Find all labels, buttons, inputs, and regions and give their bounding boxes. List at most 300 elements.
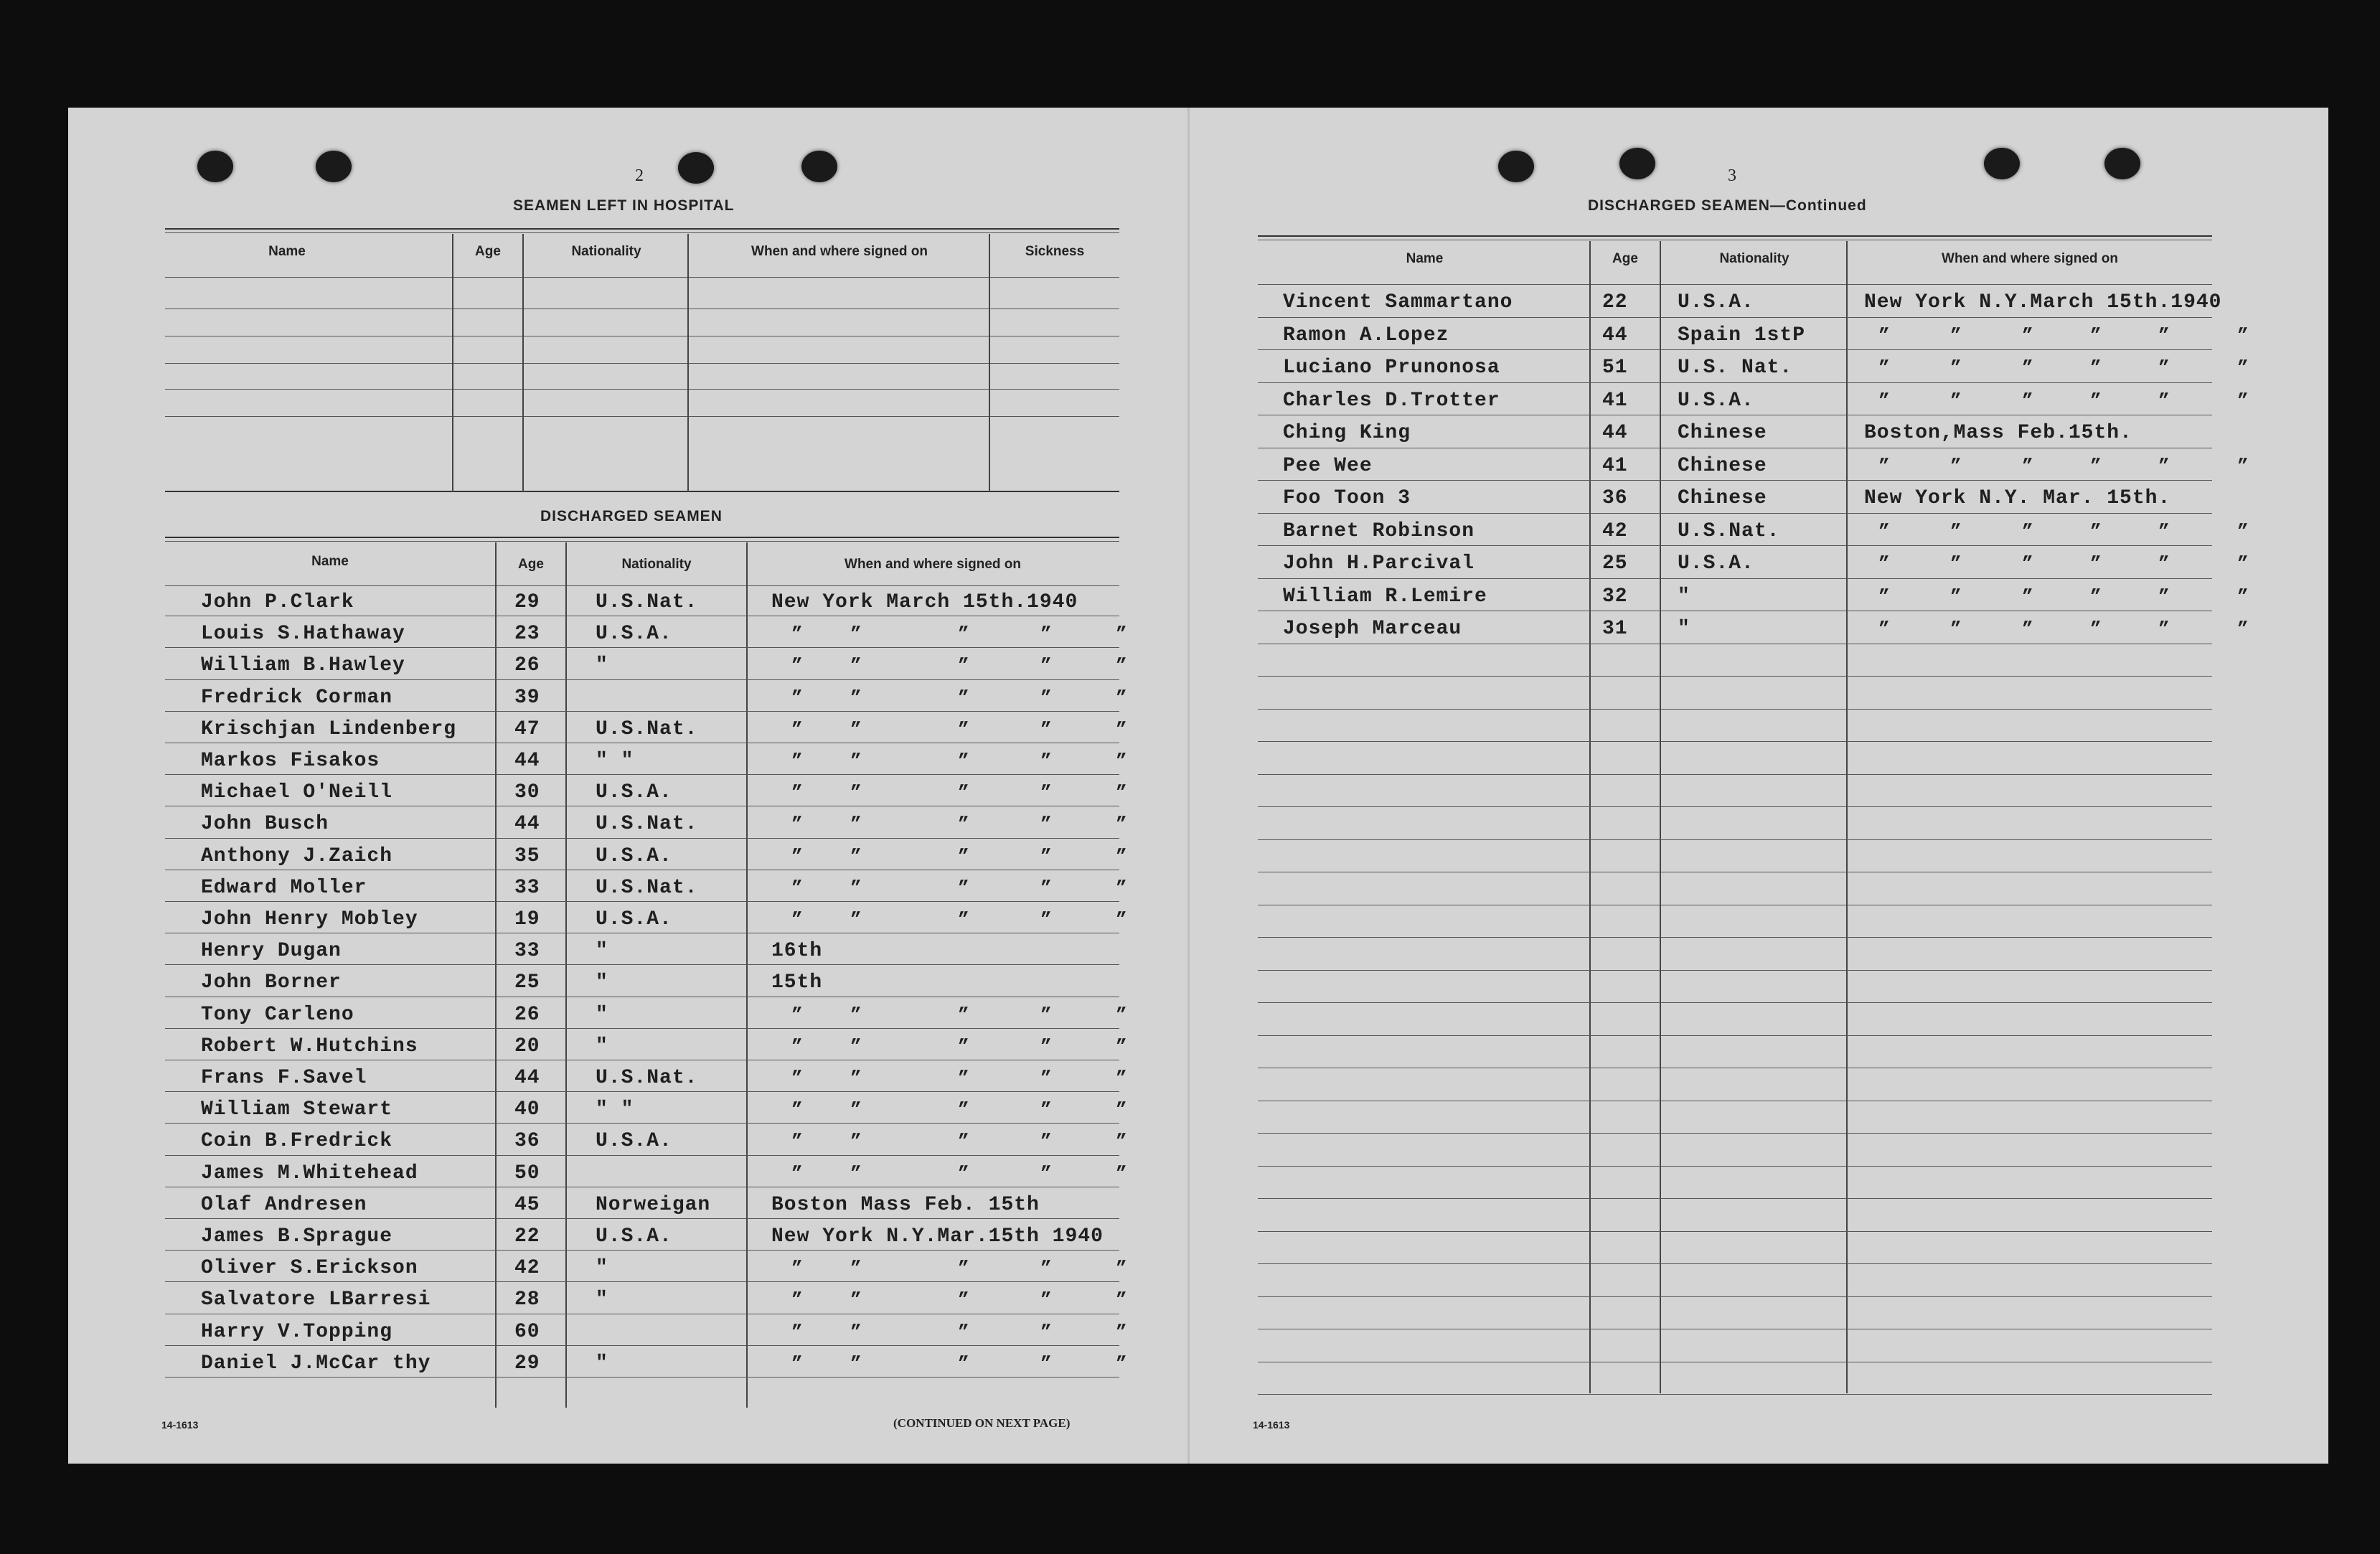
seaman-nationality: U.S.A.	[1678, 552, 1754, 575]
table-row	[68, 1063, 1187, 1094]
seaman-signed-on: New York March 15th.1940	[771, 591, 1078, 613]
ditto-mark: ”	[850, 687, 862, 709]
ditto-mark: ”	[958, 687, 969, 709]
ditto-mark: ”	[2090, 520, 2102, 542]
seaman-name: Henry Dugan	[201, 940, 342, 963]
seaman-name: Daniel J.McCar thy	[201, 1352, 431, 1375]
seaman-nationality: "	[596, 1289, 608, 1312]
ditto-mark: ”	[2158, 390, 2170, 412]
ditto-mark: ”	[2237, 520, 2249, 542]
row-rule	[165, 711, 1119, 712]
ditto-mark: ”	[958, 1352, 969, 1375]
row-rule	[165, 1250, 1119, 1251]
seaman-name: John H.Parcival	[1283, 552, 1475, 575]
row-rule	[1258, 513, 2212, 514]
table-row	[68, 745, 1187, 777]
ditto-mark: ”	[1950, 585, 1962, 608]
table-row	[68, 1094, 1187, 1126]
seaman-age: 25	[514, 971, 540, 994]
ditto-mark: ”	[1116, 877, 1127, 899]
seaman-nationality: " "	[596, 750, 634, 772]
ditto-mark: ”	[1116, 1321, 1127, 1343]
ditto-mark: ”	[2237, 357, 2249, 379]
ditto-mark: ”	[958, 750, 969, 772]
seaman-signed-on: 15th	[771, 971, 823, 994]
seaman-nationality: Chinese	[1678, 487, 1767, 509]
ditto-mark: ”	[1040, 687, 1052, 709]
row-rule	[165, 1091, 1119, 1092]
ditto-mark: ”	[2237, 553, 2249, 575]
ditto-mark: ”	[1878, 324, 1890, 347]
seaman-name: Michael O'Neill	[201, 781, 393, 804]
seaman-age: 40	[514, 1098, 540, 1121]
seaman-name: Vincent Sammartano	[1283, 291, 1513, 314]
seaman-age: 26	[514, 1003, 540, 1026]
seaman-name: Ramon A.Lopez	[1283, 324, 1449, 347]
continued-note: (CONTINUED ON NEXT PAGE)	[893, 1416, 1071, 1430]
table-row	[68, 1031, 1187, 1063]
ditto-mark: ”	[2022, 455, 2033, 477]
seaman-name: Charles D.Trotter	[1283, 389, 1500, 412]
row-rule	[165, 1281, 1119, 1282]
seaman-nationality: U.S.Nat.	[596, 876, 698, 899]
ditto-mark: ”	[958, 1162, 969, 1185]
ditto-mark: ”	[1950, 520, 1962, 542]
seaman-name: William R.Lemire	[1283, 585, 1487, 608]
ditto-mark: ”	[1040, 909, 1052, 931]
ditto-mark: ”	[2090, 553, 2102, 575]
page-number: 3	[1728, 166, 1736, 185]
seaman-age: 23	[514, 623, 540, 646]
continued-col-name: Name	[1406, 251, 1444, 266]
ditto-mark: ”	[2090, 390, 2102, 412]
table-row	[1190, 287, 2328, 319]
form-number: 14-1613	[161, 1419, 199, 1431]
ditto-mark: ”	[791, 1004, 803, 1026]
ditto-mark: ”	[1040, 1321, 1052, 1343]
discharged-col-name: Name	[311, 554, 349, 569]
seaman-nationality: U.S.A.	[596, 844, 672, 867]
ditto-mark: ”	[1040, 655, 1052, 677]
blank-rule	[1258, 1198, 2212, 1199]
ditto-mark: ”	[791, 1258, 803, 1280]
ditto-mark: ”	[2022, 618, 2033, 640]
row-rule	[1258, 317, 2212, 318]
ditto-mark: ”	[2158, 324, 2170, 347]
seaman-age: 36	[514, 1130, 540, 1153]
seaman-age: 41	[1602, 389, 1628, 412]
seaman-name: Fredrick Corman	[201, 686, 393, 709]
ditto-mark: ”	[850, 782, 862, 804]
ditto-mark: ”	[2237, 324, 2249, 347]
ditto-mark: ”	[2090, 324, 2102, 347]
ditto-mark: ”	[1040, 1258, 1052, 1280]
seaman-age: 44	[1602, 422, 1628, 444]
ditto-mark: ”	[1040, 1352, 1052, 1375]
seaman-name: John P.Clark	[201, 591, 354, 613]
row-rule	[1258, 545, 2212, 546]
seaman-nationality: "	[596, 1003, 608, 1026]
ditto-mark: ”	[1878, 455, 1890, 477]
hospital-col-sickness: Sickness	[1025, 244, 1085, 259]
seaman-nationality: Spain 1stP	[1678, 324, 1806, 347]
ditto-mark: ”	[1116, 1099, 1127, 1121]
ditto-mark: ”	[1878, 520, 1890, 542]
page-number: 2	[635, 166, 644, 185]
seaman-name: Frans F.Savel	[201, 1067, 367, 1089]
ditto-mark: ”	[1878, 618, 1890, 640]
ditto-mark: ”	[1116, 1068, 1127, 1089]
seaman-age: 26	[514, 654, 540, 677]
ditto-mark: ”	[2090, 618, 2102, 640]
ditto-mark: ”	[958, 909, 969, 931]
ditto-mark: ”	[1116, 718, 1127, 740]
ditto-mark: ”	[791, 1162, 803, 1185]
row-rule	[1258, 480, 2212, 481]
ditto-mark: ”	[791, 1352, 803, 1375]
ditto-mark: ”	[2022, 585, 2033, 608]
discharged-col-nationality: Nationality	[621, 557, 692, 572]
ditto-mark: ”	[2237, 585, 2249, 608]
ditto-mark: ”	[791, 750, 803, 772]
ditto-mark: ”	[958, 1004, 969, 1026]
ditto-mark: ”	[791, 877, 803, 899]
seaman-name: Barnet Robinson	[1283, 519, 1475, 542]
seaman-age: 32	[1602, 585, 1628, 608]
ditto-mark: ”	[2158, 585, 2170, 608]
seaman-age: 50	[514, 1162, 540, 1185]
ditto-mark: ”	[791, 814, 803, 836]
ditto-mark: ”	[958, 845, 969, 867]
ditto-mark: ”	[850, 1352, 862, 1375]
table-row	[1190, 516, 2328, 547]
ditto-mark: ”	[850, 1258, 862, 1280]
table-row	[1190, 352, 2328, 384]
seaman-age: 22	[1602, 291, 1628, 314]
ditto-mark: ”	[850, 877, 862, 899]
seaman-age: 30	[514, 781, 540, 804]
ditto-mark: ”	[1878, 390, 1890, 412]
row-rule	[1258, 578, 2212, 579]
discharged-col-signed-on: When and where signed on	[845, 557, 1021, 572]
seaman-age: 25	[1602, 552, 1628, 575]
ditto-mark: ”	[791, 623, 803, 646]
ditto-mark: ”	[1040, 1035, 1052, 1058]
seaman-age: 51	[1602, 357, 1628, 379]
ditto-mark: ”	[2090, 357, 2102, 379]
seaman-nationality: U.S.Nat.	[596, 813, 698, 836]
ditto-mark: ”	[1878, 357, 1890, 379]
ditto-mark: ”	[1040, 623, 1052, 646]
ditto-mark: ”	[850, 909, 862, 931]
ditto-mark: ”	[1116, 909, 1127, 931]
seaman-nationality: U.S.A.	[1678, 389, 1754, 412]
blank-rule	[1258, 1166, 2212, 1167]
ditto-mark: ”	[958, 655, 969, 677]
blank-rule	[1258, 741, 2212, 742]
table-row	[1190, 548, 2328, 580]
ditto-mark: ”	[850, 655, 862, 677]
ditto-mark: ”	[1040, 1004, 1052, 1026]
table-row	[1190, 483, 2328, 514]
seaman-nationality: U.S.A.	[596, 623, 672, 646]
ditto-mark: ”	[850, 623, 862, 646]
table-row	[68, 587, 1187, 618]
seaman-name: James M.Whitehead	[201, 1162, 418, 1185]
ditto-mark: ”	[850, 1035, 862, 1058]
hospital-col-name: Name	[268, 244, 306, 259]
blank-rule	[1258, 1263, 2212, 1264]
ditto-mark: ”	[1116, 623, 1127, 646]
seaman-nationality: " "	[596, 1098, 634, 1121]
ditto-mark: ”	[1040, 845, 1052, 867]
ditto-mark: ”	[958, 814, 969, 836]
seaman-age: 45	[514, 1193, 540, 1216]
ledger-sheet	[68, 108, 2328, 1464]
ditto-mark: ”	[2090, 455, 2102, 477]
ditto-mark: ”	[958, 623, 969, 646]
hospital-col-signed-on: When and where signed on	[751, 244, 928, 259]
ditto-mark: ”	[1040, 814, 1052, 836]
seaman-name: Markos Fisakos	[201, 750, 380, 772]
ditto-mark: ”	[958, 782, 969, 804]
ditto-mark: ”	[791, 782, 803, 804]
table-row	[68, 1317, 1187, 1348]
ditto-mark: ”	[850, 1289, 862, 1312]
ditto-mark: ”	[850, 1321, 862, 1343]
seaman-age: 42	[1602, 519, 1628, 542]
blank-rule	[1258, 970, 2212, 971]
ditto-mark: ”	[791, 718, 803, 740]
seaman-name: John Henry Mobley	[201, 908, 418, 931]
seaman-nationality: Norweigan	[596, 1193, 711, 1216]
seaman-age: 31	[1602, 618, 1628, 640]
ditto-mark: ”	[850, 750, 862, 772]
seaman-nationality: U.S. Nat.	[1678, 357, 1793, 379]
seaman-age: 20	[514, 1035, 540, 1058]
table-row	[68, 936, 1187, 967]
ditto-mark: ”	[1950, 357, 1962, 379]
right-page	[1190, 108, 2328, 1464]
ditto-mark: ”	[791, 1068, 803, 1089]
seaman-nationality: Chinese	[1678, 454, 1767, 477]
continued-col-signed-on: When and where signed on	[1942, 251, 2118, 266]
seaman-age: 44	[514, 813, 540, 836]
ditto-mark: ”	[958, 877, 969, 899]
ditto-mark: ”	[1116, 845, 1127, 867]
seaman-name: Robert W.Hutchins	[201, 1035, 418, 1058]
ditto-mark: ”	[1040, 1162, 1052, 1185]
ditto-mark: ”	[1040, 782, 1052, 804]
ditto-mark: ”	[2022, 390, 2033, 412]
ditto-mark: ”	[850, 1162, 862, 1185]
seaman-name: Tony Carleno	[201, 1003, 354, 1026]
seaman-nationality: U.S.Nat.	[596, 591, 698, 613]
ditto-mark: ”	[2158, 357, 2170, 379]
table-row	[68, 872, 1187, 904]
row-rule	[1258, 382, 2212, 383]
ditto-mark: ”	[958, 1068, 969, 1089]
ditto-mark: ”	[1116, 1131, 1127, 1153]
ditto-mark: ”	[850, 718, 862, 740]
ditto-mark: ”	[791, 1289, 803, 1312]
hospital-section-title: SEAMEN LEFT IN HOSPITAL	[513, 197, 735, 214]
ditto-mark: ”	[2158, 553, 2170, 575]
seaman-name: Luciano Prunonosa	[1283, 357, 1500, 379]
ditto-mark: ”	[850, 1068, 862, 1089]
blank-rule	[1258, 806, 2212, 807]
seaman-name: Pee Wee	[1283, 454, 1373, 477]
ditto-mark: ”	[2022, 520, 2033, 542]
seaman-nationality: "	[596, 1257, 608, 1280]
table-row	[1190, 613, 2328, 645]
seaman-nationality: U.S.Nat.	[596, 717, 698, 740]
ditto-mark: ”	[791, 1099, 803, 1121]
ditto-mark: ”	[1878, 585, 1890, 608]
ditto-mark: ”	[2022, 553, 2033, 575]
seaman-name: John Borner	[201, 971, 342, 994]
ditto-mark: ”	[1950, 455, 1962, 477]
table-row	[68, 650, 1187, 682]
blank-rule	[1258, 1035, 2212, 1036]
seaman-age: 28	[514, 1289, 540, 1312]
table-row	[68, 1284, 1187, 1316]
discharged-section-title: DISCHARGED SEAMEN	[540, 508, 723, 524]
seaman-name: James B.Sprague	[201, 1225, 393, 1248]
seaman-age: 44	[1602, 324, 1628, 347]
seaman-age: 29	[514, 1352, 540, 1375]
ditto-mark: ”	[1116, 1004, 1127, 1026]
ditto-mark: ”	[1116, 687, 1127, 709]
seaman-name: Coin B.Fredrick	[201, 1130, 393, 1153]
seaman-age: 42	[514, 1257, 540, 1280]
ditto-mark: ”	[1040, 750, 1052, 772]
ditto-mark: ”	[1116, 814, 1127, 836]
seaman-name: William Stewart	[201, 1098, 393, 1121]
table-row	[68, 809, 1187, 840]
ditto-mark: ”	[2090, 585, 2102, 608]
ditto-mark: ”	[2158, 520, 2170, 542]
table-row	[68, 1126, 1187, 1157]
row-rule	[165, 1155, 1119, 1156]
table-row	[68, 967, 1187, 999]
continued-col-age: Age	[1612, 251, 1638, 266]
ditto-mark: ”	[958, 1289, 969, 1312]
table-row	[68, 714, 1187, 745]
seaman-age: 19	[514, 908, 540, 931]
hospital-col-nationality: Nationality	[571, 244, 641, 259]
ditto-mark: ”	[958, 1321, 969, 1343]
ditto-mark: ”	[2158, 618, 2170, 640]
table-row	[68, 999, 1187, 1031]
ditto-mark: ”	[1116, 782, 1127, 804]
seaman-age: 60	[514, 1320, 540, 1343]
seaman-nationality: "	[1678, 618, 1690, 640]
table-row	[68, 1348, 1187, 1380]
seaman-nationality: Chinese	[1678, 422, 1767, 444]
blank-rule	[1258, 1133, 2212, 1134]
table-row	[68, 1253, 1187, 1284]
ditto-mark: ”	[1116, 750, 1127, 772]
ditto-mark: ”	[1040, 1289, 1052, 1312]
seaman-name: Louis S.Hathaway	[201, 623, 405, 646]
seaman-signed-on: New York N.Y.Mar.15th 1940	[771, 1225, 1104, 1248]
seaman-signed-on: New York N.Y. Mar. 15th.	[1864, 487, 2171, 509]
seaman-age: 44	[514, 750, 540, 772]
seaman-age: 22	[514, 1225, 540, 1248]
seaman-nationality: U.S.Nat.	[596, 1067, 698, 1089]
table-row	[68, 904, 1187, 936]
blank-rule	[1258, 676, 2212, 677]
ditto-mark: ”	[1040, 1068, 1052, 1089]
ditto-mark: ”	[958, 1258, 969, 1280]
ditto-mark: ”	[2237, 618, 2249, 640]
ditto-mark: ”	[850, 1004, 862, 1026]
seaman-name: Olaf Andresen	[201, 1193, 367, 1216]
table-row	[1190, 418, 2328, 449]
ditto-mark: ”	[1116, 1162, 1127, 1185]
ditto-mark: ”	[850, 1099, 862, 1121]
row-rule	[165, 679, 1119, 680]
seaman-nationality: U.S.A.	[596, 781, 672, 804]
ditto-mark: ”	[791, 687, 803, 709]
ditto-mark: ”	[791, 909, 803, 931]
blank-rule	[1258, 839, 2212, 840]
seaman-name: Foo Toon 3	[1283, 487, 1411, 509]
ditto-mark: ”	[1950, 553, 1962, 575]
seaman-nationality: "	[596, 940, 608, 963]
ditto-mark: ”	[958, 718, 969, 740]
seaman-name: William B.Hawley	[201, 654, 405, 677]
ditto-mark: ”	[2237, 390, 2249, 412]
ditto-mark: ”	[1040, 1131, 1052, 1153]
row-rule	[165, 1028, 1119, 1029]
row-rule	[1258, 349, 2212, 350]
seaman-age: 35	[514, 844, 540, 867]
ditto-mark: ”	[958, 1131, 969, 1153]
blank-rule	[1258, 1231, 2212, 1232]
table-row	[68, 777, 1187, 809]
ditto-mark: ”	[1950, 324, 1962, 347]
table-row	[68, 618, 1187, 650]
ditto-mark: ”	[1040, 1099, 1052, 1121]
row-rule	[165, 964, 1119, 965]
seaman-signed-on: 16th	[771, 940, 823, 963]
ditto-mark: ”	[1950, 618, 1962, 640]
seaman-age: 33	[514, 940, 540, 963]
hospital-col-age: Age	[475, 244, 501, 259]
ditto-mark: ”	[791, 1035, 803, 1058]
seaman-nationality: U.S.A.	[1678, 291, 1754, 314]
seaman-age: 36	[1602, 487, 1628, 509]
row-rule	[165, 838, 1119, 839]
blank-rule	[1258, 774, 2212, 775]
seaman-nationality: "	[596, 1352, 608, 1375]
seaman-name: Oliver S.Erickson	[201, 1257, 418, 1280]
row-rule	[165, 901, 1119, 902]
seaman-name: Edward Moller	[201, 876, 367, 899]
seaman-signed-on: Boston Mass Feb. 15th	[771, 1193, 1040, 1216]
ditto-mark: ”	[1040, 718, 1052, 740]
table-row	[1190, 385, 2328, 417]
seaman-nationality: U.S.A.	[596, 1225, 672, 1248]
seaman-nationality: U.S.A.	[596, 908, 672, 931]
seaman-age: 29	[514, 591, 540, 613]
ditto-mark: ”	[958, 1035, 969, 1058]
discharged-col-age: Age	[518, 557, 544, 572]
ditto-mark: ”	[1116, 1258, 1127, 1280]
seaman-nationality: U.S.A.	[596, 1130, 672, 1153]
